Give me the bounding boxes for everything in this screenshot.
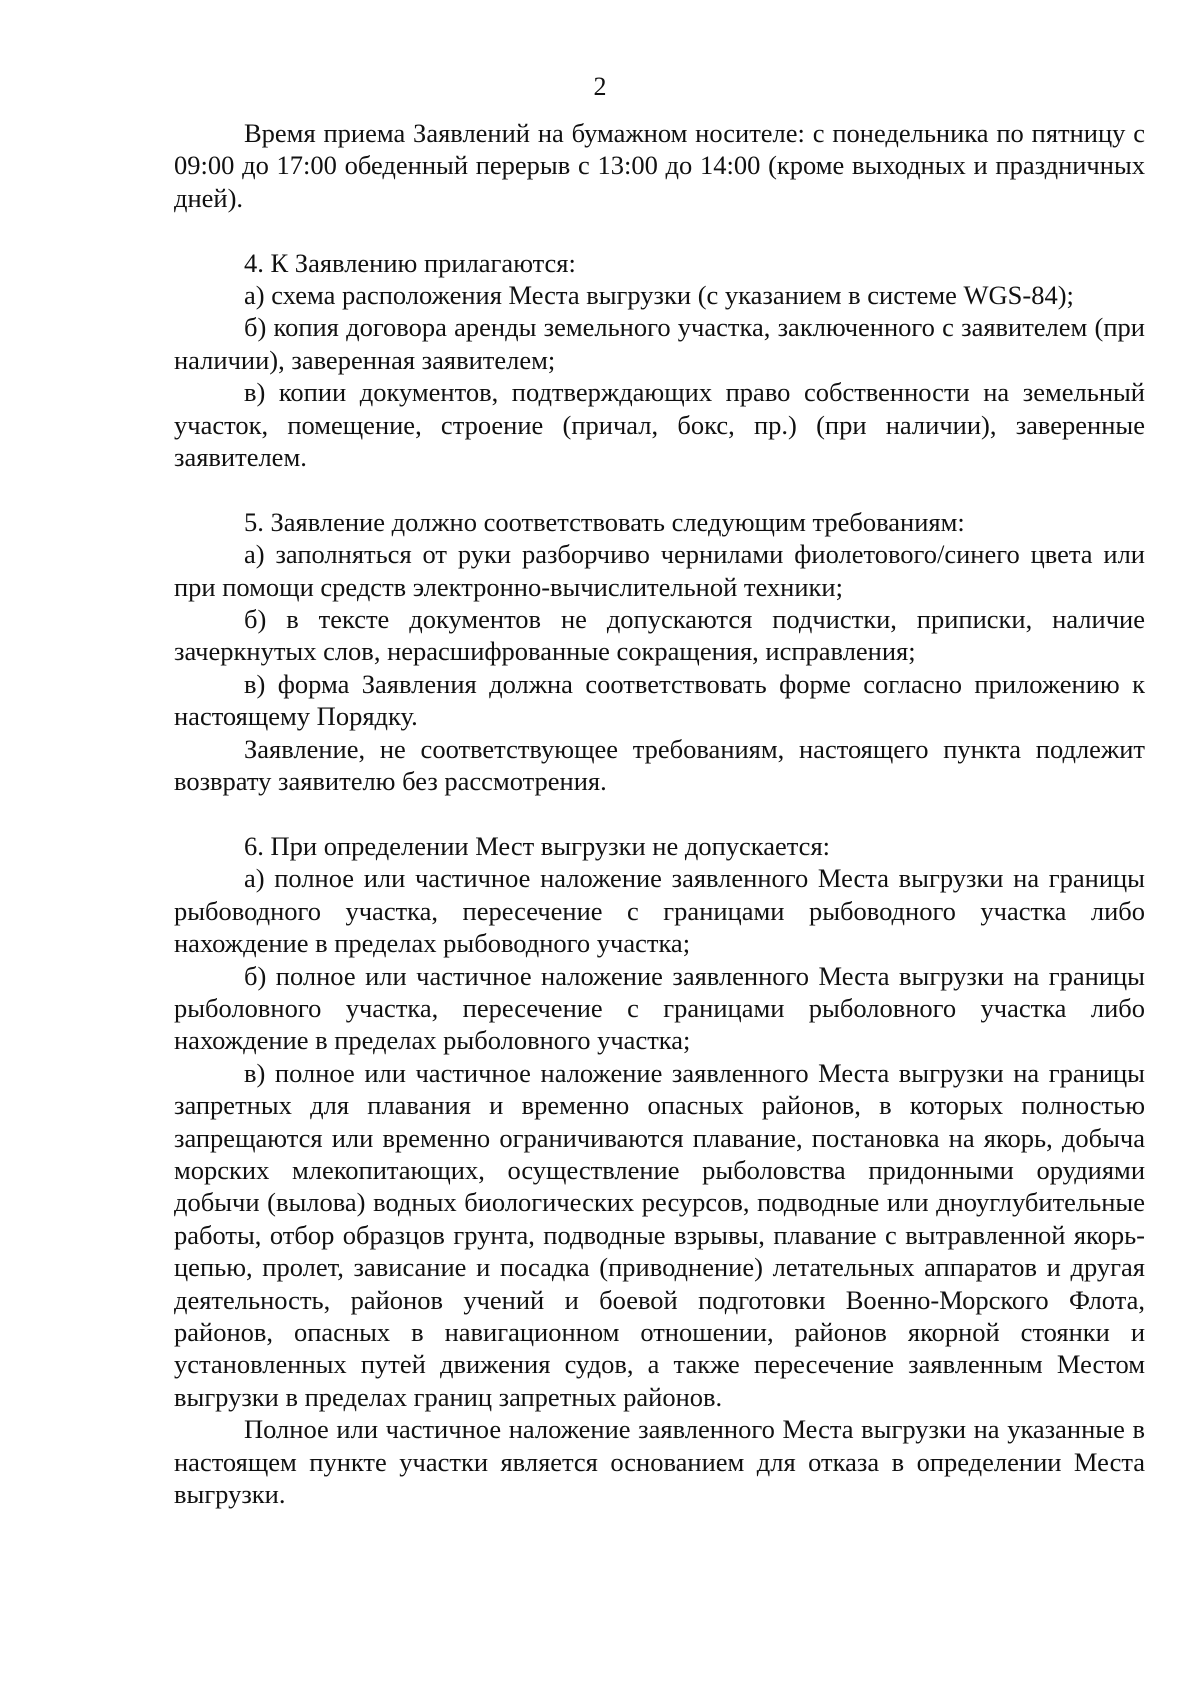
section-6-item-v: в) полное или частичное наложение заявленного Места выгрузки на границы запретных для плавания и временно опасных районов, в которых полностью запрещаются или временно ограничиваются плавание, постановка на якорь, добыча морских млекопитающих, осуществление рыболовства придонными орудиями добычи (вылова) водных биологических ресурсов, подводные или дноуглубительные работы, отбор образцов грунта, подводные взрывы, плавание с вытравленной якорь-цепью, пролет, зависание и посадка (приводнение) летательных аппаратов и другая деятельность, районов учений и боевой подготовки Военно-Морского Флота, районов, опасных в навигационном отношении, районов якорной стоянки и установленных путей движения судов, а также пересечение заявленным Местом выгрузки в пределах границ запретных районов. bbox=[174, 1057, 1145, 1412]
section-4-title: 4. К Заявлению прилагаются: bbox=[244, 247, 576, 278]
page-number: 2 bbox=[593, 72, 607, 101]
section-4-item-v: в) копии документов, подтверждающих право собственности на земельный участок, помещение, строение (причал, бокс, пр.) (при наличии), заверенные заявителем. bbox=[174, 377, 1145, 473]
section-5-item-v: в) форма Заявления должна соответствовать форме согласно приложению к настоящему Порядку. bbox=[174, 668, 1145, 732]
paragraph-gap bbox=[174, 798, 1145, 830]
section-5-note: Заявление, не соответствующее требованиям, настоящего пункта подлежит возврату заявителю без рассмотрения. bbox=[174, 733, 1145, 797]
section-5-title: 5. Заявление должно соответствовать следующим требованиям: bbox=[244, 506, 965, 537]
paragraph-gap bbox=[174, 214, 1145, 246]
section-6-item-a: а) полное или частичное наложение заявленного Места выгрузки на границы рыбоводного участка, пересечение с границами рыбоводного участка либо нахождение в пределах рыбоводного участка; bbox=[174, 863, 1145, 959]
section-6-item-b: б) полное или частичное наложение заявленного Места выгрузки на границы рыболовного участка, пересечение с границами рыболовного участка либо нахождение в пределах рыболовного участка; bbox=[174, 960, 1145, 1056]
section-5-item-b: б) в тексте документов не допускаются подчистки, приписки, наличие зачеркнутых слов, нерасшифрованные сокращения, исправления; bbox=[174, 604, 1145, 667]
section-6-note: Полное или частичное наложение заявленного Места выгрузки на указанные в настоящем пункте участки является основанием для отказа в определении Места выгрузки. bbox=[174, 1414, 1145, 1510]
paragraph-reception-time: Время приема Заявлений на бумажном носителе: с понедельника по пятницу с 09:00 до 17:00 обеденный перерыв с 13:00 до 14:00 (кроме выходных и праздничных дней). bbox=[174, 118, 1145, 213]
section-6-title: 6. При определении Мест выгрузки не допускается: bbox=[244, 830, 830, 861]
paragraph-gap bbox=[174, 473, 1145, 505]
document-body bbox=[174, 117, 1145, 1510]
section-4-item-a: а) схема расположения Места выгрузки (с указанием в системе WGS-84); bbox=[244, 280, 1074, 311]
section-5-item-a: а) заполняться от руки разборчиво чернилами фиолетового/синего цвета или при помощи средств электронно-вычислительной техники; bbox=[174, 539, 1145, 602]
section-4-item-b: б) копия договора аренды земельного участка, заключенного с заявителем (при наличии), заверенная заявителем; bbox=[174, 312, 1145, 375]
